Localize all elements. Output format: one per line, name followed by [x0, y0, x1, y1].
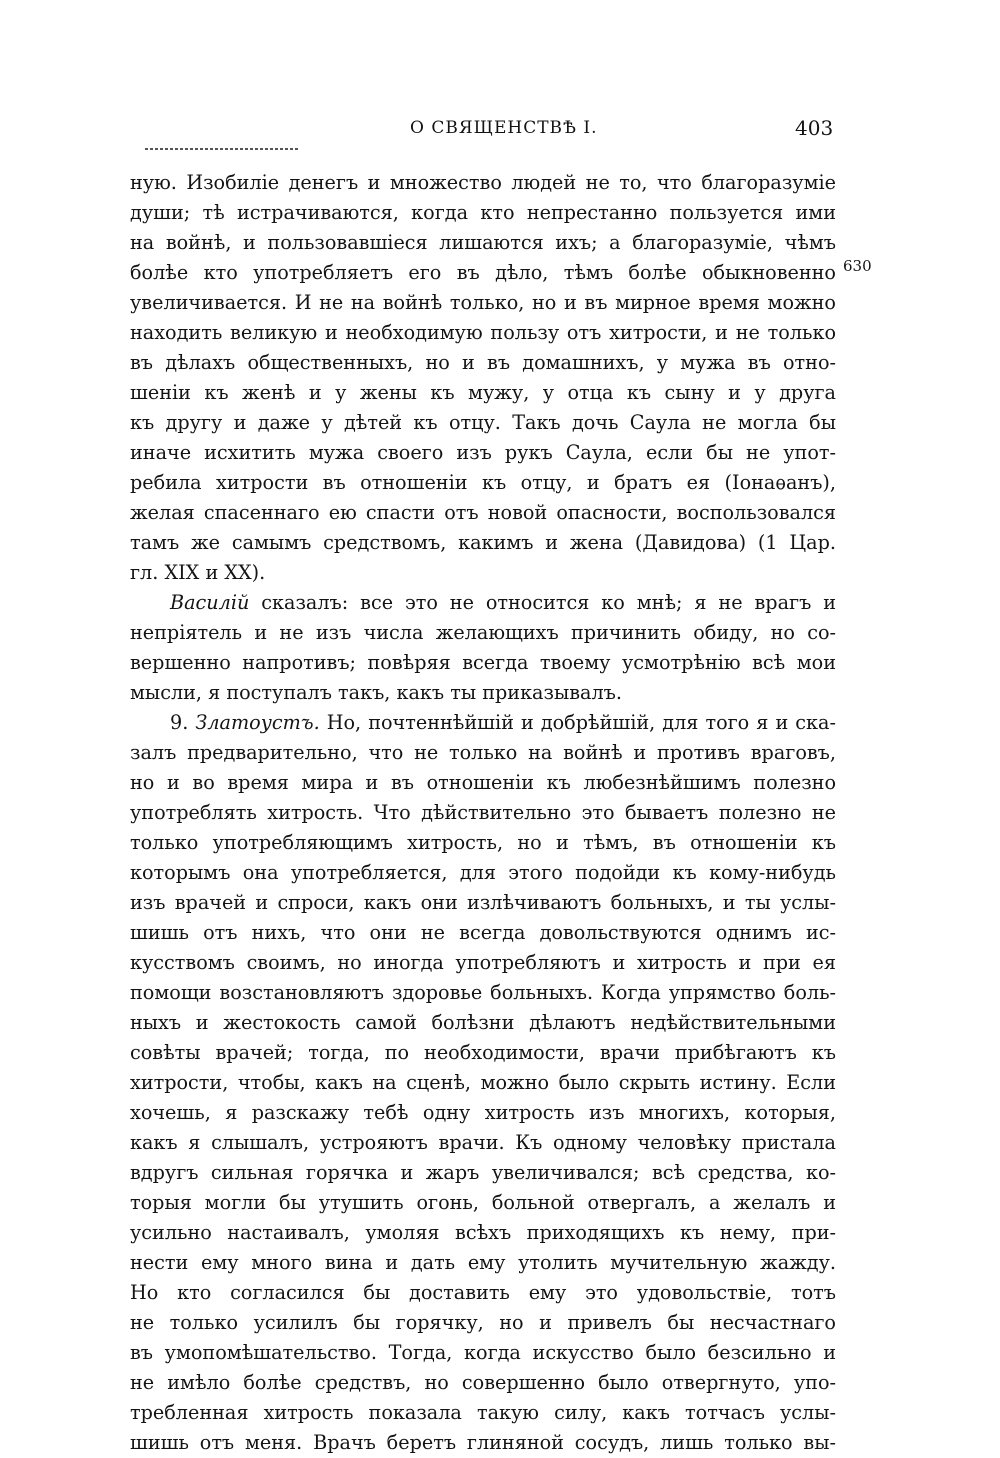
text-line: вдругъ сильная горячка и жаръ увеличивался; всѣ средства, ко- [130, 1161, 836, 1184]
section-number: 9. [170, 711, 189, 734]
speaker-line [130, 708, 836, 738]
text-line: болѣе кто употребляетъ его въ дѣло, тѣмъ болѣе обыкновенно [130, 261, 836, 284]
text-line: не только усилилъ бы горячку, но и привелъ бы несчастнаго [130, 1311, 836, 1334]
text-line: души; тѣ истрачиваются, когда кто непрестанно пользуется ими [130, 201, 836, 224]
text-line: нести ему много вина и дать ему утолить мучительную жажду. [130, 1251, 836, 1274]
text-line: ную. Изобиліе денегъ и множество людей не то, что благоразуміе [130, 171, 836, 194]
text-line: шишь отъ нихъ, что они не всегда довольствуются однимъ ис- [130, 921, 836, 944]
text-line: на войнѣ, и пользовавшіеся лишаются ихъ; а благоразуміе, чѣмъ [130, 231, 836, 254]
text-line: мысли, я поступалъ такъ, какъ ты приказывалъ. [130, 681, 622, 704]
running-title: О СВЯЩЕНСТВѢ I. [410, 118, 598, 138]
text-line: требленная хитрость показала такую силу, какъ тотчасъ услы- [130, 1401, 836, 1424]
speaker-line-text: сказалъ: все это не относится ко мнѣ; я не врагъ и [261, 591, 836, 614]
text-line: увеличивается. И не на войнѣ только, но и въ мирное время можно [130, 291, 836, 314]
text-line: которымъ она употребляется, для этого подойди къ кому-нибудь [130, 861, 836, 884]
text-line: ныхъ и жестокость самой болѣзни дѣлаютъ недѣйствительными [130, 1011, 836, 1034]
text-line: залъ предварительно, что не только на войнѣ и противъ враговъ, [130, 741, 836, 764]
margin-note: 630 [843, 257, 872, 275]
text-line: но и во время мира и въ отношеніи къ любезнѣйшимъ полезно [130, 771, 836, 794]
speaker-line-text: Но, почтеннѣйшій и добрѣйшій, для того я и ска- [326, 711, 836, 734]
text-line: къ другу и даже у дѣтей къ отцу. Такъ дочь Саула не могла бы [130, 411, 836, 434]
text-line: вершенно напротивъ; повѣряя всегда твоему усмотрѣнію всѣ мои [130, 651, 836, 674]
text-line: кусствомъ своимъ, но иногда употребляютъ и хитрость и при ея [130, 951, 836, 974]
text-line: усильно настаивалъ, умоляя всѣхъ приходящихъ къ нему, при- [130, 1221, 836, 1244]
text-line: употреблять хитрость. Что дѣйствительно это бываетъ полезно не [130, 801, 836, 824]
text-line: не имѣло болѣе средствъ, но совершенно было отвергнуто, упо- [130, 1371, 836, 1394]
text-line: хочешь, я разскажу тебѣ одну хитрость изъ многихъ, которыя, [130, 1101, 836, 1124]
text-line: непріятель и не изъ числа желающихъ причинить обиду, но со- [130, 621, 836, 644]
speaker-line [130, 588, 836, 618]
text-line: только употребляющимъ хитрость, но и тѣмъ, въ отношеніи къ [130, 831, 836, 854]
text-line: иначе исхитить мужа своего изъ рукъ Саула, если бы не упот- [130, 441, 836, 464]
text-line: Но кто согласился бы доставить ему это удовольствіе, тотъ [130, 1281, 836, 1304]
text-line: тамъ же самымъ средствомъ, какимъ и жена (Давидова) (1 Цар. [130, 531, 836, 554]
speaker-zlatoust: Златоустъ. [195, 711, 320, 734]
text-line: въ дѣлахъ общественныхъ, но и въ домашнихъ, у мужа въ отно- [130, 351, 836, 374]
text-line: изъ врачей и спроси, какъ они излѣчиваютъ больныхъ, и ты услы- [130, 891, 836, 914]
text-line: желая спасеннаго ею спасти отъ новой опасности, воспользовался [130, 501, 836, 524]
text-line: гл. XIX и XX). [130, 561, 266, 584]
text-line: находить великую и необходимую пользу отъ хитрости, и не только [130, 321, 836, 344]
text-line: помощи возстановляютъ здоровье больныхъ. Когда упрямство боль- [130, 981, 836, 1004]
speaker-vasily: Василій [170, 591, 250, 614]
text-line: хитрости, чтобы, какъ на сценѣ, можно было скрыть истину. Если [130, 1071, 836, 1094]
text-line: шеніи къ женѣ и у жены къ мужу, у отца къ сыну и у друга [130, 381, 836, 404]
page-number: 403 [795, 116, 834, 140]
text-line: какъ я слышалъ, устрояютъ врачи. Къ одному человѣку пристала [130, 1131, 836, 1154]
header-rule [145, 148, 300, 150]
text-line: ребила хитрости въ отношеніи къ отцу, и братъ ея (Іонаѳанъ), [130, 471, 836, 494]
text-line: шишь отъ меня. Врачъ беретъ глиняной сосудъ, лишь только вы- [130, 1431, 836, 1454]
text-line: совѣты врачей; тогда, по необходимости, врачи прибѣгаютъ къ [130, 1041, 836, 1064]
text-line: торыя могли бы утушить огонь, больной отвергалъ, а желалъ и [130, 1191, 836, 1214]
text-line: въ умопомѣшательство. Тогда, когда искусство было безсильно и [130, 1341, 836, 1364]
